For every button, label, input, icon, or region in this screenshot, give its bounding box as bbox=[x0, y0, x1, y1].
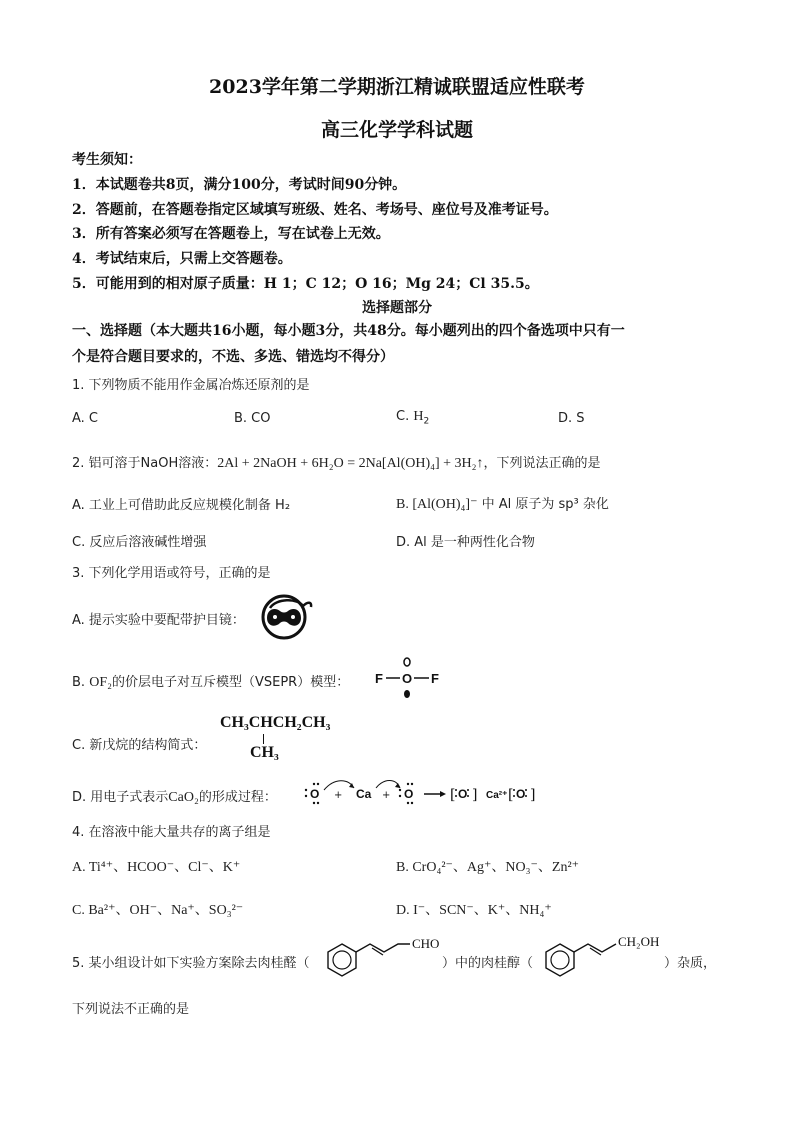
notice-item-3: 3．所有答案必须写在答题卷上，写在试卷上无效。 bbox=[72, 226, 390, 242]
q2-equation: 2Al + 2NaOH + 6H₂O = 2Na[Al(OH)₄] + 3H₂↑ bbox=[217, 456, 484, 471]
q2-option-b-formula: B. [Al(OH)₄]⁻ bbox=[396, 497, 478, 512]
electron-ca-atom: Ca bbox=[356, 787, 372, 801]
neopentane-formula-main: CH₃CHCH₂CH₃ bbox=[220, 714, 331, 731]
q5-stem-part-2: ）中的肉桂醇（ bbox=[442, 956, 534, 971]
q3-option-d-text: 的形成过程： bbox=[198, 790, 277, 805]
goggles-icon bbox=[258, 592, 316, 640]
q2-option-d: D. Al 是一种两性化合物 bbox=[396, 535, 535, 550]
notice-item-1: 1．本试题卷共8页，满分100分，考试时间90分钟。 bbox=[72, 177, 407, 193]
notice-item-4: 4．考试结束后，只需上交答题卷。 bbox=[72, 251, 292, 267]
q2-stem-suffix: ，下列说法正确的是 bbox=[483, 456, 601, 471]
q5-stem-part-1: 5. 某小组设计如下实验方案除去肉桂醛（ bbox=[72, 956, 310, 971]
q2-option-c: C. 反应后溶液碱性增强 bbox=[72, 535, 207, 550]
exam-subtitle: 高三化学学科试题 bbox=[320, 119, 473, 141]
q5-stem-part-3: ）杂质， bbox=[664, 956, 717, 971]
notice-heading: 考生须知： bbox=[72, 152, 142, 168]
svg-text:[: [ bbox=[450, 787, 456, 803]
electron-formula-figure bbox=[296, 778, 546, 808]
notice-item-5: 5．可能用到的相对原子质量：H 1；C 12；O 16；Mg 24；Cl 35.5。 bbox=[72, 276, 539, 292]
q3-stem: 3. 下列化学用语或符号，正确的是 bbox=[72, 566, 271, 581]
q3-option-b-formula: OF₂ bbox=[89, 675, 112, 690]
q1-option-c bbox=[396, 409, 429, 427]
q2-option-b-text: 中 Al 原子为 sp³ 杂化 bbox=[481, 497, 609, 512]
q1-option-b: B. CO bbox=[234, 411, 271, 426]
q3-option-b-label: B. bbox=[72, 675, 86, 690]
svg-text:O: O bbox=[404, 787, 414, 801]
q2-stem bbox=[72, 452, 601, 472]
vsepr-o-center: O bbox=[402, 671, 413, 686]
section-instruction-1: 一、选择题（本大题共16小题，每小题3分，共48分。每小题列出的四个备选项中只有一 bbox=[72, 323, 625, 339]
q4-option-a: A. Ti⁴⁺、HCOO⁻、Cl⁻、K⁺ bbox=[72, 860, 241, 875]
exam-title: 2023学年第二学期浙江精诚联盟适应性联考 bbox=[209, 76, 585, 98]
neopentane-branch-bond bbox=[263, 734, 264, 744]
vsepr-model-figure bbox=[373, 656, 445, 700]
svg-text:+: + bbox=[382, 790, 391, 801]
q1-option-d: D. S bbox=[558, 411, 585, 426]
vsepr-f-right: F bbox=[431, 671, 439, 686]
svg-text:O: O bbox=[310, 787, 320, 801]
svg-text:]: ] bbox=[530, 787, 536, 803]
vsepr-f-left: F bbox=[375, 671, 383, 686]
q3-option-d bbox=[72, 786, 277, 806]
q3-option-d-prefix: D. 用电子式表示 bbox=[72, 790, 169, 805]
q2-stem-prefix: 2. 铝可溶于NaOH溶液： bbox=[72, 456, 218, 471]
notice-item-2: 2．答题前，在答题卷指定区域填写班级、姓名、考场号、座位号及准考证号。 bbox=[72, 202, 558, 218]
svg-text:O: O bbox=[516, 787, 526, 801]
neopentane-formula-branch: CH₃ bbox=[250, 744, 279, 761]
svg-text:+: + bbox=[334, 790, 343, 801]
q2-option-b bbox=[396, 493, 609, 513]
q3-option-b-text: 的价层电子对互斥模型（VSEPR）模型： bbox=[111, 675, 350, 690]
q3-option-a: A. 提示实验中要配带护目镜： bbox=[72, 613, 245, 628]
q4-stem: 4. 在溶液中能大量共存的离子组是 bbox=[72, 825, 271, 840]
q4-option-c: C. Ba²⁺、OH⁻、Na⁺、SO₃²⁻ bbox=[72, 903, 244, 918]
q1-option-c-formula: H bbox=[413, 409, 424, 424]
q2-option-a: A. 工业上可借助此反应规模化制备 H₂ bbox=[72, 498, 291, 513]
q3-option-c: C. 新戊烷的结构简式： bbox=[72, 738, 207, 753]
q4-option-d: D. I⁻、SCN⁻、K⁺、NH₄⁺ bbox=[396, 903, 552, 918]
svg-text:[: [ bbox=[508, 787, 514, 803]
cinnamaldehyde-structure bbox=[322, 930, 442, 980]
q4-option-b: B. CrO₄²⁻、Ag⁺、NO₃⁻、Zn²⁺ bbox=[396, 860, 580, 875]
electron-ca-ion: Ca²⁺ bbox=[486, 790, 508, 801]
q1-option-a: A. C bbox=[72, 411, 99, 426]
section-title: 选择题部分 bbox=[362, 300, 432, 316]
cho-group: CHO bbox=[412, 936, 440, 951]
svg-text:]: ] bbox=[472, 787, 478, 803]
cinnamyl-alcohol-structure bbox=[540, 930, 670, 980]
q3-option-b bbox=[72, 671, 349, 691]
q1-stem: 1. 下列物质不能用作金属冶炼还原剂的是 bbox=[72, 378, 310, 393]
ch2oh-group: CH₂OH bbox=[618, 934, 660, 949]
svg-text:O: O bbox=[458, 787, 468, 801]
q3-option-d-formula: CaO₂ bbox=[168, 790, 199, 805]
q1-option-c-sub: 2 bbox=[423, 416, 430, 427]
section-instruction-2: 个是符合题目要求的，不选、多选、错选均不得分） bbox=[72, 349, 394, 365]
q1-option-c-label: C. bbox=[396, 409, 410, 424]
q5-stem-part-4: 下列说法不正确的是 bbox=[72, 1002, 190, 1017]
